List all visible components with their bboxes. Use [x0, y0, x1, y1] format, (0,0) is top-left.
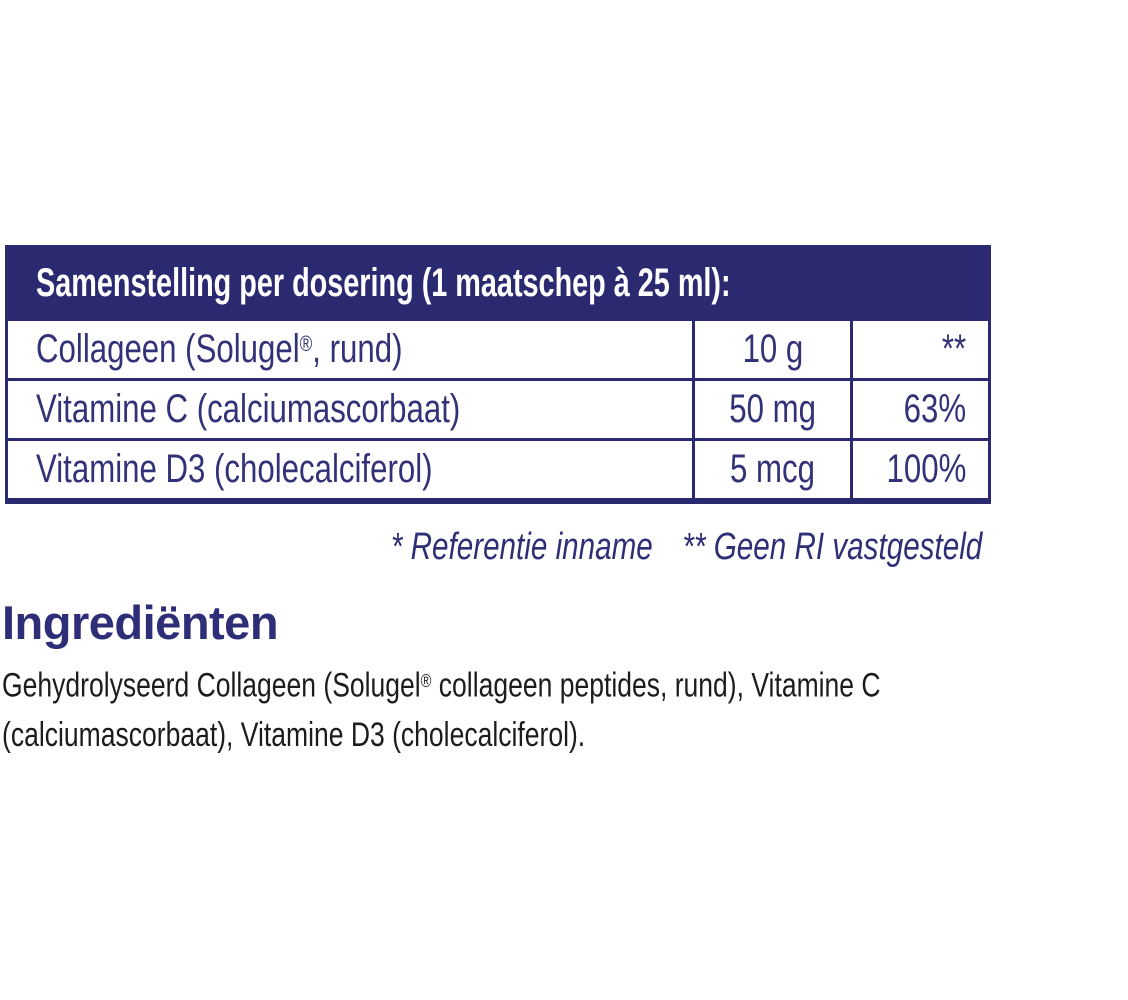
ingredients-line-text: (calciumascorbaat), Vitamine D3 (cholecalciferol).: [2, 716, 586, 755]
amount-value: 10 g: [742, 327, 803, 371]
ingredients-line-text: Gehydrolyseerd Collageen (Solugel® collageen peptides, rund), Vitamine C: [2, 666, 881, 705]
ingredients-line: [2, 710, 1128, 760]
footnote-line: [391, 524, 982, 570]
ingredient-name-cell: [8, 441, 692, 498]
ingredient-name: Vitamine C (calciumascorbaat): [36, 387, 461, 431]
amount-cell: [692, 381, 850, 438]
ingredients-paragraph: [2, 656, 1128, 760]
ri-cell: [850, 381, 988, 438]
table-row: [8, 378, 988, 438]
ingredient-name-cell: [8, 321, 692, 378]
ingredient-name: Collageen (Solugel®, rund): [36, 327, 403, 371]
ri-value: **: [941, 327, 966, 371]
composition-table: [5, 245, 1057, 504]
table-header-row: [8, 248, 1057, 318]
footnote-no-ri: ** Geen RI vastgesteld: [682, 526, 982, 568]
ingredient-name-cell: [8, 381, 692, 438]
table-footnote: [224, 524, 982, 570]
table-row: [8, 438, 988, 498]
ri-cell: [850, 441, 988, 498]
table-row: [8, 318, 988, 378]
ri-value: 100%: [886, 447, 966, 491]
ri-cell: [850, 321, 988, 378]
footnote-reference-intake: * Referentie inname: [390, 526, 653, 568]
amount-value: 5 mcg: [730, 447, 815, 491]
ri-value: 63%: [903, 387, 966, 431]
table-header-title: Samenstelling per dosering (1 maatschep à 25 ml):: [36, 260, 731, 305]
amount-cell: [692, 321, 850, 378]
amount-cell: [692, 441, 850, 498]
ingredients-line: [2, 656, 1128, 710]
amount-value: 50 mg: [729, 387, 816, 431]
table-header-ri: RI*: [1012, 260, 1057, 305]
ingredient-name: Vitamine D3 (cholecalciferol): [36, 447, 433, 491]
ingredients-heading: Ingrediënten: [2, 596, 279, 649]
